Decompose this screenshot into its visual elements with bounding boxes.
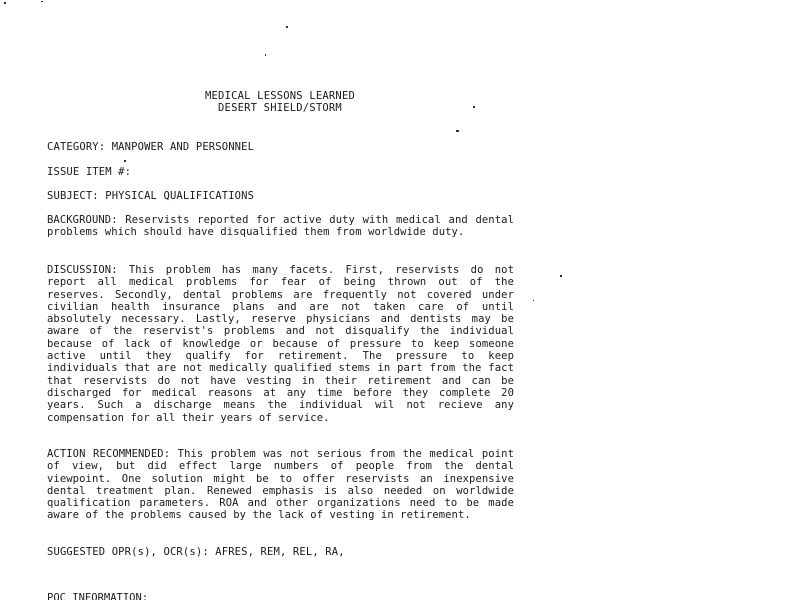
category-line: CATEGORY: MANPOWER AND PERSONNEL bbox=[47, 141, 255, 153]
speck bbox=[286, 26, 288, 28]
document-title bbox=[0, 90, 560, 114]
subject-line: SUBJECT: PHYSICAL QUALIFICATIONS bbox=[47, 190, 255, 202]
speck bbox=[473, 106, 475, 108]
speck bbox=[4, 2, 6, 4]
discussion-paragraph: DISCUSSION: This problem has many facets. First, reservists do not report all medical problems for fear of being thrown out of the reserves. Secondly, dental problems are frequently not covered under civilian health insurance plans and are not taken care of until absolutely necessary. Lastly, reserve physicians and dentists may be aware of the reservist's problems and not disqualify the individual because of lack of knowledge or because of pressure to keep someone active until they qualify for retirement. The pressure to keep individuals that are not medically qualified stems in part from the fact that reservists do not have vesting in their retirement and can be discharged for medical reasons at any time before they complete 20 years. Such a discharge means the individual wil not recieve any compensation for all their years of service. bbox=[47, 264, 514, 424]
suggested-opr-line: SUGGESTED OPR(s), OCR(s): AFRES, REM, REL, RA, bbox=[47, 546, 345, 558]
title-line-2: DESERT SHIELD/STORM bbox=[218, 102, 342, 114]
background-paragraph: BACKGROUND: Reservists reported for active duty with medical and dental problems which should have disqualified them from worldwide duty. bbox=[47, 214, 514, 239]
speck bbox=[533, 300, 534, 301]
speck bbox=[41, 1, 43, 2]
speck bbox=[265, 54, 266, 56]
speck bbox=[456, 130, 459, 132]
title-line-1: MEDICAL LESSONS LEARNED bbox=[205, 90, 355, 102]
issue-item-line: ISSUE ITEM #: bbox=[47, 166, 132, 178]
speck bbox=[560, 275, 562, 277]
cut-off-text-line: POC INFORMATION: bbox=[47, 592, 149, 600]
speck bbox=[124, 160, 126, 162]
action-recommended-paragraph: ACTION RECOMMENDED: This problem was not serious from the medical point of view, but did effect large numbers of people from the dental viewpoint. One solution might be to offer reservists an inexpensive dental treatment plan. Renewed emphasis is also needed on worldwide qualification parameters. ROA and other organizations need to be made aware of the problems caused by the lack of vesting in retirement. bbox=[47, 448, 514, 522]
